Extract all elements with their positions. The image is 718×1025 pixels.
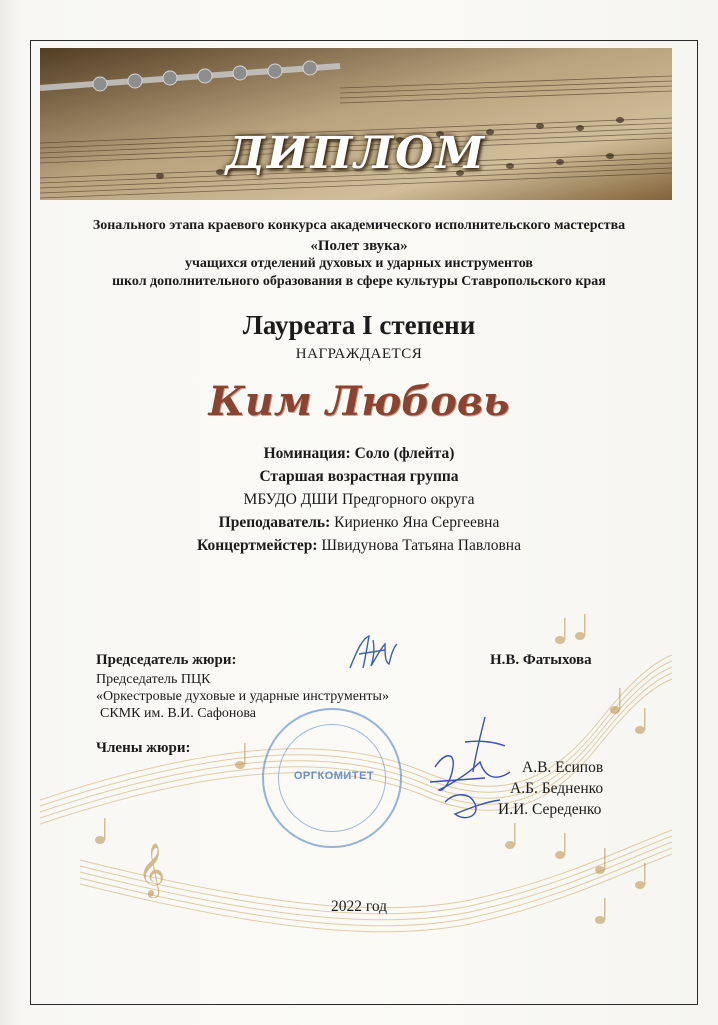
year: 2022 год bbox=[330, 898, 388, 915]
awarded-label: НАГРАЖДАЕТСЯ bbox=[295, 346, 423, 362]
age-group-text: Старшая возрастная группа bbox=[259, 468, 459, 485]
chair-description-2: «Оркестровые духовые и ударные инструменты» bbox=[96, 689, 389, 704]
contest-schools-line: школ дополнительного образования в сфере культуры Ставропольского края bbox=[112, 274, 606, 289]
svg-text:𝄞: 𝄞 bbox=[138, 842, 166, 896]
stamp-text: ОРГКОМИТЕТ bbox=[293, 770, 375, 782]
school-name: МБУДО ДШИ Предгорного округа bbox=[243, 491, 475, 508]
header-banner bbox=[40, 48, 672, 200]
contest-name-line: «Полет звука» bbox=[310, 238, 408, 254]
nomination-line bbox=[0, 445, 718, 463]
contest-participants-line: учащихся отделений духовых и ударных инструментов bbox=[184, 256, 533, 271]
member-1: А.В. Есипов bbox=[522, 759, 604, 776]
recipient-name: Ким Любовь bbox=[208, 378, 510, 425]
chair-description-1: Председатель ПЦК bbox=[96, 672, 211, 687]
chair-description-3: СКМК им. В.И. Сафонова bbox=[100, 706, 257, 721]
teacher-name: Кириенко Яна Сергеевна bbox=[334, 514, 500, 531]
teacher-line bbox=[0, 514, 718, 532]
member-2: А.Б. Бедненко bbox=[510, 780, 604, 797]
accompanist-line bbox=[0, 537, 718, 555]
teacher-label: Преподаватель: bbox=[218, 514, 331, 531]
members-label: Члены жюри: bbox=[96, 740, 191, 756]
chair-signature bbox=[345, 630, 405, 675]
organizing-committee-stamp bbox=[262, 708, 402, 848]
member-3: И.И. Середенко bbox=[498, 801, 602, 818]
accompanist-name: Швидунова Татьяна Павловна bbox=[321, 537, 521, 554]
laureate-degree: Лауреата I степени bbox=[242, 310, 476, 340]
nomination-value: Соло (флейта) bbox=[354, 445, 455, 462]
accompanist-label: Концертмейстер: bbox=[197, 537, 318, 554]
contest-stage-line: Зонального этапа краевого конкурса академического исполнительского мастерства bbox=[92, 218, 626, 233]
chair-name: Н.В. Фатыхова bbox=[490, 652, 592, 668]
age-group bbox=[0, 468, 718, 486]
chair-label: Председатель жюри: bbox=[96, 652, 237, 668]
nomination-label: Номинация: bbox=[263, 445, 351, 462]
members-signatures bbox=[425, 712, 520, 827]
diploma-title: ДИПЛОМ bbox=[225, 128, 487, 179]
